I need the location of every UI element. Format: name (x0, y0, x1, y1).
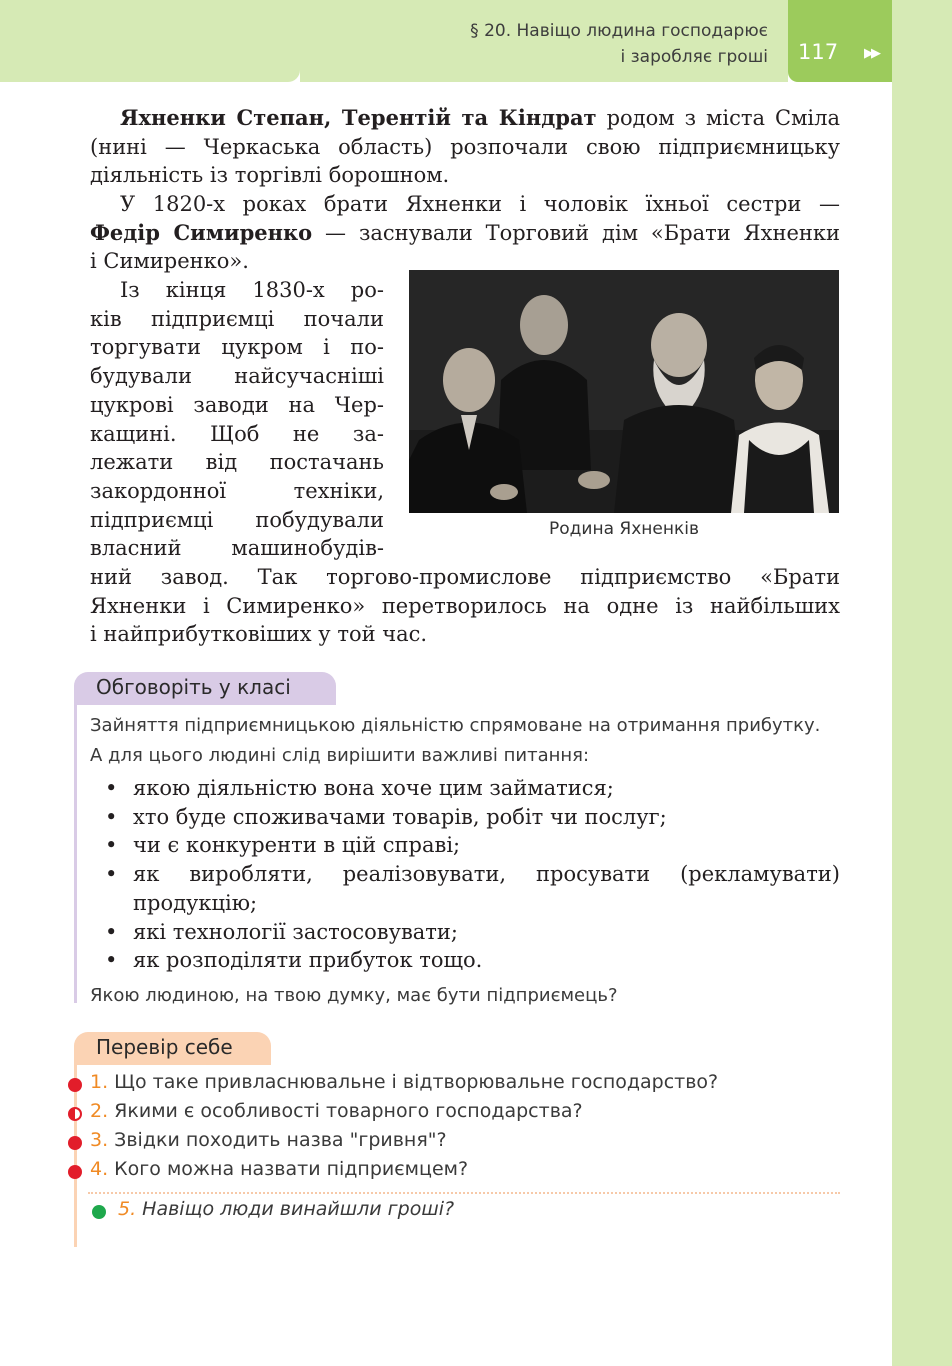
paragraph-2: У 1820-х роках брати Яхненки і чоловік їхньої сестри — Федір Симиренко — заснували Торговий дім «Брати Яхненки і Симиренко». (90, 192, 841, 274)
list-item: • як виробляти, реалізовувати, просувати (рекламувати) (105, 860, 840, 889)
list-item: • які технології застосовувати; (105, 918, 840, 947)
difficulty-dot-icon (68, 1078, 82, 1092)
family-photo (409, 270, 839, 513)
question-3: 3. Звідки походить назва "гривня"? (90, 1129, 447, 1151)
bold-names: Яхненки Степан, Терентій та Кіндрат (120, 105, 597, 130)
paragraph-3-wide: ний завод. Так торгово-промислове підприємство «Брати Яхненки і Симиренко» перетворилось на одне із найбільших і найприбутковіших у той час. (90, 565, 840, 647)
difficulty-dot-icon (68, 1136, 82, 1150)
discuss-title: Обговоріть у класі (96, 675, 291, 699)
difficulty-dot-icon (68, 1165, 82, 1179)
check-side-bar (74, 1065, 77, 1247)
paragraph-1: Яхненки Степан, Терентій та Кіндрат родом з міста Сміла (нині — Черкаська область) розпочали свою підприємницьку діяльність із торгівлі борошном. (90, 105, 840, 188)
check-tab (74, 1032, 271, 1065)
question-4: 4. Кого можна назвати підприємцем? (90, 1158, 469, 1180)
chapter-title-line1: § 20. Навіщо людина господарює (470, 21, 768, 41)
list-item: • якою діяльністю вона хоче цим займатися; (105, 774, 840, 803)
difficulty-green-dot-icon (92, 1205, 106, 1219)
question-1: 1. Що таке привласнювальне і відтворювальне господарство? (90, 1071, 719, 1093)
question-5: 5. Навіщо люди винайшли гроші? (118, 1198, 455, 1220)
discuss-intro-line2: А для цього людині слід вирішити важливі питання: (90, 745, 590, 766)
header-corner (892, 0, 952, 82)
discuss-outro: Якою людиною, на твою думку, має бути підприємець? (90, 985, 618, 1006)
discuss-side-bar (74, 705, 77, 1003)
discuss-intro-line1: Зайняття підприємницькою діяльністю спрямоване на отримання прибутку. (90, 715, 821, 736)
check-title: Перевір себе (96, 1035, 233, 1059)
list-item: • чи є конкуренти в цій справі; (105, 831, 840, 860)
right-margin-strip (892, 82, 952, 1366)
page-number: 117 (798, 40, 839, 64)
dotted-divider (88, 1192, 840, 1194)
list-item-continuation: продукцію; (133, 890, 258, 915)
difficulty-half-dot-icon (68, 1107, 82, 1121)
question-2: 2. Якими є особливості товарного господарства? (90, 1100, 583, 1122)
paragraph-3-narrow: Із кінця 1830-х ро- ків підприємці почали торгувати цукром і по- будували найсучасніші цукрові заводи на Чер- кащині. Щоб не за- лежати від постачань закордонної техніки, підприємці побудували власний машинобудів- (90, 278, 384, 561)
list-item: • хто буде споживачами товарів, робіт чи послуг; (105, 803, 840, 832)
chapter-title (470, 18, 768, 70)
next-page-arrows-icon[interactable]: ▶▶ (864, 46, 878, 61)
family-photo-illustration (409, 270, 839, 513)
chapter-title-line2: і заробляє гроші (620, 47, 768, 67)
discuss-bullet-list (105, 774, 840, 975)
list-item: • як розподіляти прибуток тощо. (105, 946, 840, 975)
header-band-left (0, 0, 300, 82)
bold-name-simyrenko: Федір Симиренко (90, 219, 313, 245)
photo-caption: Родина Яхненків (549, 519, 699, 539)
discuss-tab (74, 672, 336, 705)
